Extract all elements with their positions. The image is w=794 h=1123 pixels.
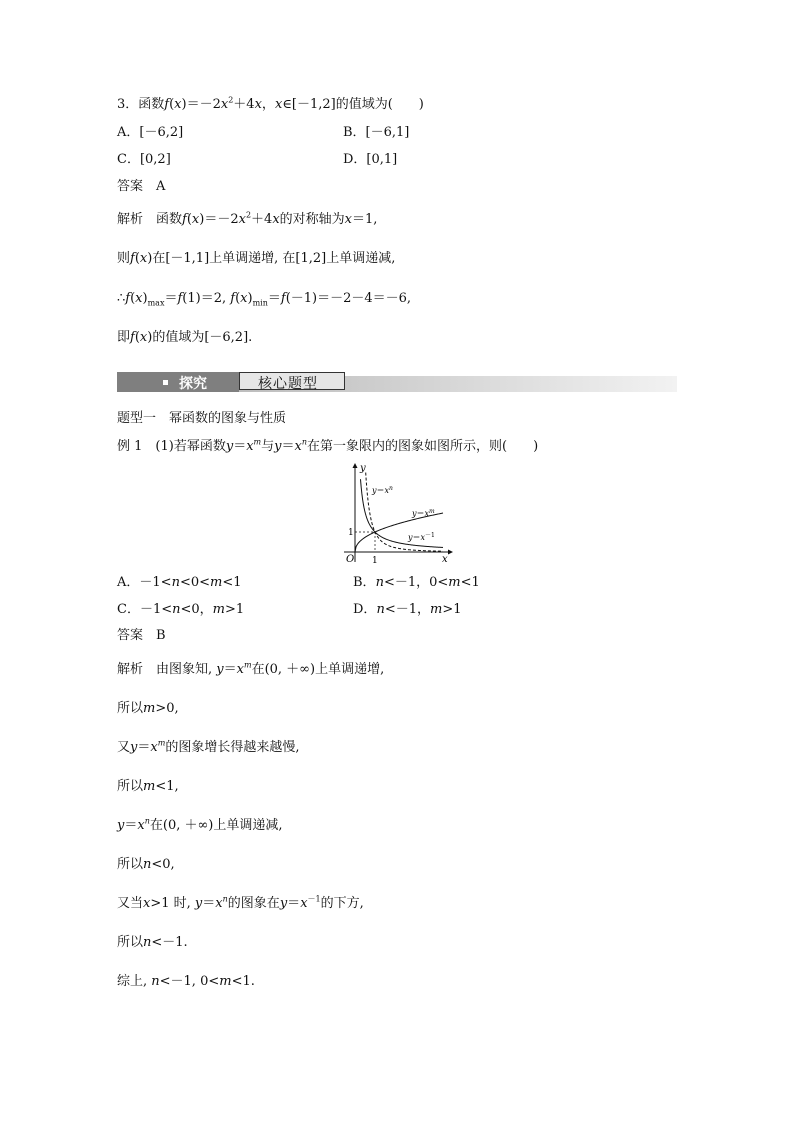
tick-label-y1: 1 xyxy=(348,528,354,538)
power-function-graph xyxy=(338,462,453,566)
y-axis-label: y xyxy=(360,463,366,474)
section-label-core: 核心题型 xyxy=(258,376,318,392)
ex1-analysis-3: 又$y=x^m$的图象增长得越来越慢, xyxy=(117,738,300,755)
x-axis-arrow-icon xyxy=(448,550,453,555)
q3-option-b: B．[－6,1] xyxy=(343,125,410,140)
ex1-analysis-4: 所以m<1, xyxy=(117,779,179,794)
ex1-option-a: A．－1<n<0<m<1 xyxy=(117,575,242,590)
bullet-icon xyxy=(163,380,168,385)
example1-stem: 例 1 (1)若幂函数$y=x^m$与$y=x^n$在第一象限内的图象如图所示，则( ) xyxy=(117,437,539,454)
ex1-analysis-1: 解析 由图象知, $y=x^m$在(0, ＋∞)上单调递增, xyxy=(117,660,385,677)
q3-option-d: D．[0,1] xyxy=(343,152,398,167)
q3-stem: 3．函数$f(x)=-2x^2+4x$，x∈[－1,2]的值域为( ) xyxy=(117,95,424,112)
ex1-option-c: C．－1<n<0，m>1 xyxy=(117,602,245,617)
q3-option-c: C．[0,2] xyxy=(117,152,171,167)
ex1-analysis-2: 所以m>0, xyxy=(117,701,179,716)
tick-label-x1: 1 xyxy=(372,556,378,566)
q3-analysis-1: 解析 函数$f(x)=-2x^2+4x$的对称轴为x＝1, xyxy=(117,210,378,227)
section-label-box xyxy=(239,372,345,390)
ex1-analysis-8: 所以n<－1. xyxy=(117,935,188,950)
q3-analysis-4: 即f(x)的值域为[－6,2]. xyxy=(117,330,253,345)
q3-option-a: A．[－6,2] xyxy=(117,125,184,140)
origin-label: O xyxy=(346,554,355,565)
y-axis-arrow-icon xyxy=(353,463,358,468)
q3-answer: 答案 A xyxy=(117,179,166,194)
ex1-option-b: B．n<－1，0<m<1 xyxy=(353,575,480,590)
section-band xyxy=(117,372,677,392)
q3-analysis-3: $\therefore f(x)_{max}=f(1)=2$, $f(x)_{min}=f(-1)=-2-4=-6$, xyxy=(117,291,412,308)
label-x-n: $y=x^n$ xyxy=(372,485,393,495)
section-label-explore: 探究 xyxy=(179,376,207,392)
x-axis-label: x xyxy=(442,554,448,565)
ex1-analysis-6: 所以n<0, xyxy=(117,857,175,872)
ex1-analysis-9: 综上, n<－1, 0<m<1. xyxy=(117,974,255,989)
q3-analysis-2: 则f(x)在[－1,1]上单调递增, 在[1,2]上单调递减, xyxy=(117,251,396,266)
type1-title: 题型一 幂函数的图象与性质 xyxy=(117,411,287,426)
label-x-inv: $y=x^{-1}$ xyxy=(408,532,435,542)
section-band-dark xyxy=(117,372,239,392)
label-x-m: $y=x^m$ xyxy=(412,508,435,518)
ex1-answer: 答案 B xyxy=(117,628,166,643)
ex1-analysis-5: $y=x^n$在(0, ＋∞)上单调递减, xyxy=(117,816,283,833)
ex1-option-d: D．n<－1，m>1 xyxy=(353,602,462,617)
ex1-analysis-7: 又当x>1 时, $y=x^n$的图象在$y=x^{-1}$的下方, xyxy=(117,894,364,911)
